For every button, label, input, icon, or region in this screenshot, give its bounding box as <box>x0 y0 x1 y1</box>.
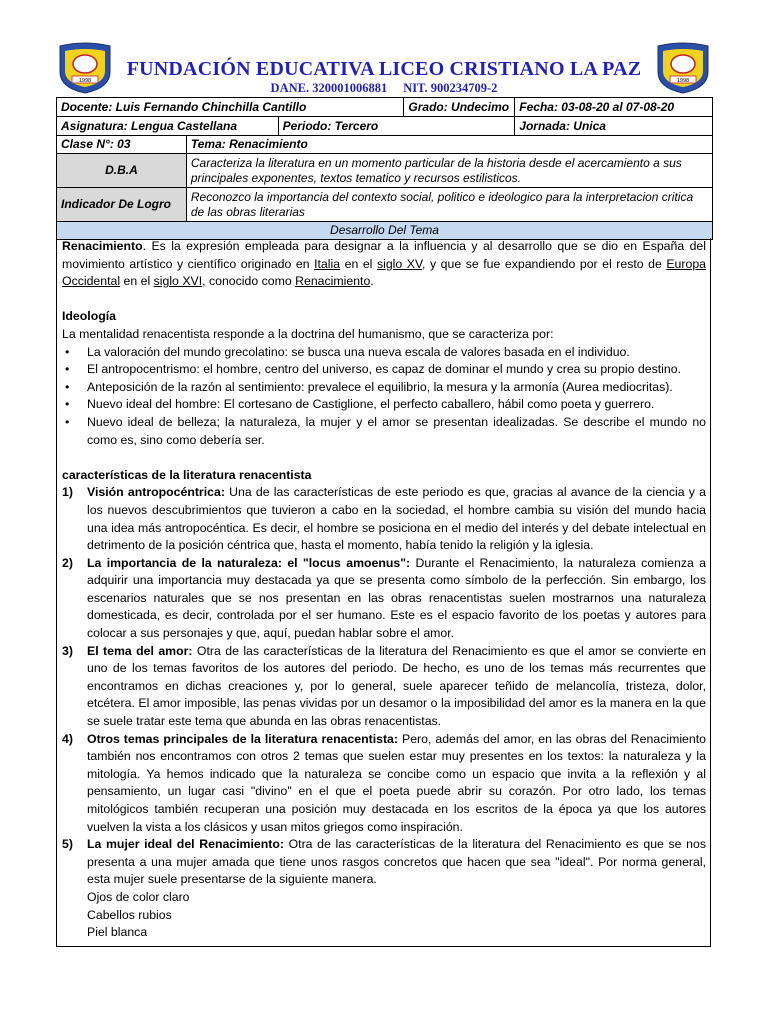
dane-code: DANE. 320001006881 <box>270 81 388 95</box>
bullet-icon: • <box>65 362 70 377</box>
list-item: 3) El tema del amor: Otra de las características de la literatura del Renacimiento es que el amor se convierte en uno de los temas favoritos de los autores del periodo. De hecho, es uno de los temas más recurrentes que encontramos en dichas creaciones y, por lo general, suele aparecer teñido de melancolía, tristeza, dolor, etcétera. El amor imposible, las penas vividas por un desamor o la imposibilidad del amor es la manera en la que se suele tratar este tema que abunda en las obras renacentistas. <box>62 643 706 729</box>
bullet-icon: • <box>65 379 70 394</box>
lesson-content <box>56 238 711 947</box>
bullet-icon: • <box>65 344 70 359</box>
link-renacimiento[interactable]: Renacimiento <box>295 274 371 289</box>
tema-cell: Tema: Renacimiento <box>186 136 712 154</box>
class-info-table <box>56 97 713 240</box>
dba-text: Caracteriza la literatura en un momento particular de la historia desde el acercamiento a sus principales exponentes, textos tematico y recursos estilisticos. <box>186 154 712 188</box>
nit-code: NIT. 900234709-2 <box>403 81 498 95</box>
ideologia-title: Ideología <box>62 309 116 324</box>
intro-paragraph: Renacimiento. Es la expresión empleada para designar a la influencia y al desarrollo que se dio en España del movimiento artístico y científico originado en Italia en el siglo XV, y que se fue expandiendo por el resto de Europa Occidental en el siglo XVI, conocido como Renacimiento. <box>62 239 707 289</box>
rasgo-ojos: Ojos de color claro <box>87 889 190 904</box>
ideologia-lead: La mentalidad renacentista responde a la doctrina del humanismo, que se caracteriza por: <box>62 326 554 341</box>
caracteristicas-list <box>62 484 706 889</box>
list-item: • Nuevo ideal de belleza; la naturaleza, la mujer y el amor se presentan idealizadas. Se describe el mundo no como es, sino como debería ser. <box>65 414 706 447</box>
bullet-icon: • <box>65 414 70 429</box>
list-item: 1) Visión antropocéntrica: Una de las características de este periodo es que, gracias al avance de la ciencia y a los nuevos descubrimientos que tuvieron a cabo en la sociedad, el hombre cambia su visión del mundo hacia una idea más antropocéntica. Es decir, el hombre se posiciona en el medio del interés y del debate intelectual en detrimento de la posición céntrica que, hasta el momento, había tenido la religión y la iglesia. <box>62 485 706 553</box>
list-item: • La valoración del mundo grecolatino: se busca una nueva escala de valores basada en el individuo. <box>62 344 706 362</box>
desarrollo-header: Desarrollo Del Tema <box>57 222 713 240</box>
logo-year-left: 1998 <box>78 78 92 84</box>
jornada-cell: Jornada: Unica <box>515 117 713 136</box>
fecha-cell: Fecha: 03-08-20 al 07-08-20 <box>515 98 713 117</box>
list-item: 2) La importancia de la naturaleza: el "locus amoenus": Durante el Renacimiento, la naturaleza comienza a adquirir una importancia muy destacada ya que se presenta como símbolo de la perfección. Sin embargo, los escenarios naturales que se nos presentan en las obras renacentistas suelen mostrarnos una naturaleza domesticada, es decir, controlada por el ser humano. Este es el espacio favorito de los poetas y autores para colocar a sus personajes y que, aquí, puedan hablar sobre el amor. <box>62 555 706 641</box>
docente-cell: Docente: Luis Fernando Chinchilla Cantillo <box>57 98 404 117</box>
logo-year-right: 1998 <box>676 78 690 84</box>
link-europa-occidental[interactable]: Europa Occidental <box>62 256 707 289</box>
logro-text: Reconozco la importancia del contexto social, politico e ideologico para la interpretacion critica de las obras literarias <box>186 188 712 222</box>
ideologia-list <box>62 344 706 450</box>
clase-cell: Clase N°: 03 <box>57 136 187 154</box>
rasgo-piel: Piel blanca <box>87 925 148 940</box>
grado-cell: Grado: Undecimo <box>404 98 515 117</box>
list-item: 4) Otros temas principales de la literatura renacentista: Pero, además del amor, en las obras del Renacimiento también nos encontramos con otros 2 temas que suelen estar muy presentes en los textos: la naturaleza y la mitología. Ya hemos indicado que la naturaleza se concibe como un espacio que invita a la reflexión y al pensamiento, un lugar casi "divino" en el que el poeta puede abrir su corazón. Por otro lado, los temas mitológicos también recuperan una posición muy destacada en los escritos de la época ya que los autores vuelven la vista a los clásicos y usan mitos griegos como inspiración. <box>62 731 706 834</box>
document-header <box>0 0 768 98</box>
caracteristicas-title: características de la literatura renacentista <box>62 467 312 482</box>
bullet-icon: • <box>65 397 70 412</box>
link-italia[interactable]: Italia <box>314 256 341 271</box>
dba-label: D.B.A <box>57 154 187 188</box>
school-name: FUNDACIÓN EDUCATIVA LICEO CRISTIANO LA PAZ <box>126 58 642 80</box>
list-item: • Nuevo ideal del hombre: El cortesano de Castiglione, el perfecto caballero, hábil como poeta y guerrero. <box>62 396 706 414</box>
rasgo-cabellos: Cabellos rubios <box>87 907 172 922</box>
link-siglo-xv[interactable]: siglo XV <box>376 256 423 271</box>
list-item: 5) La mujer ideal del Renacimiento: Otra de las características de la literatura del Renacimiento es que se nos presenta a una mujer amada que tiene unos rasgos concretos que hacen que sea "ideal". Por norma general, esta mujer suele presentarse de la siguiente manera. <box>62 837 706 887</box>
list-item: • El antropocentrismo: el hombre, centro del universo, es capaz de dominar el mundo y crea su propio destino. <box>62 361 706 379</box>
asignatura-cell: Asignatura: Lengua Castellana <box>57 117 279 136</box>
school-identifiers <box>0 81 768 96</box>
periodo-cell: Periodo: Tercero <box>278 117 515 136</box>
logro-label: Indicador De Logro <box>57 188 187 222</box>
intro-term: Renacimiento <box>62 239 143 253</box>
list-item: • Anteposición de la razón al sentimiento: prevalece el equilibrio, la mesura y la armonía (Aurea mediocritas). <box>62 379 706 397</box>
link-siglo-xvi[interactable]: siglo XVI <box>153 274 203 289</box>
